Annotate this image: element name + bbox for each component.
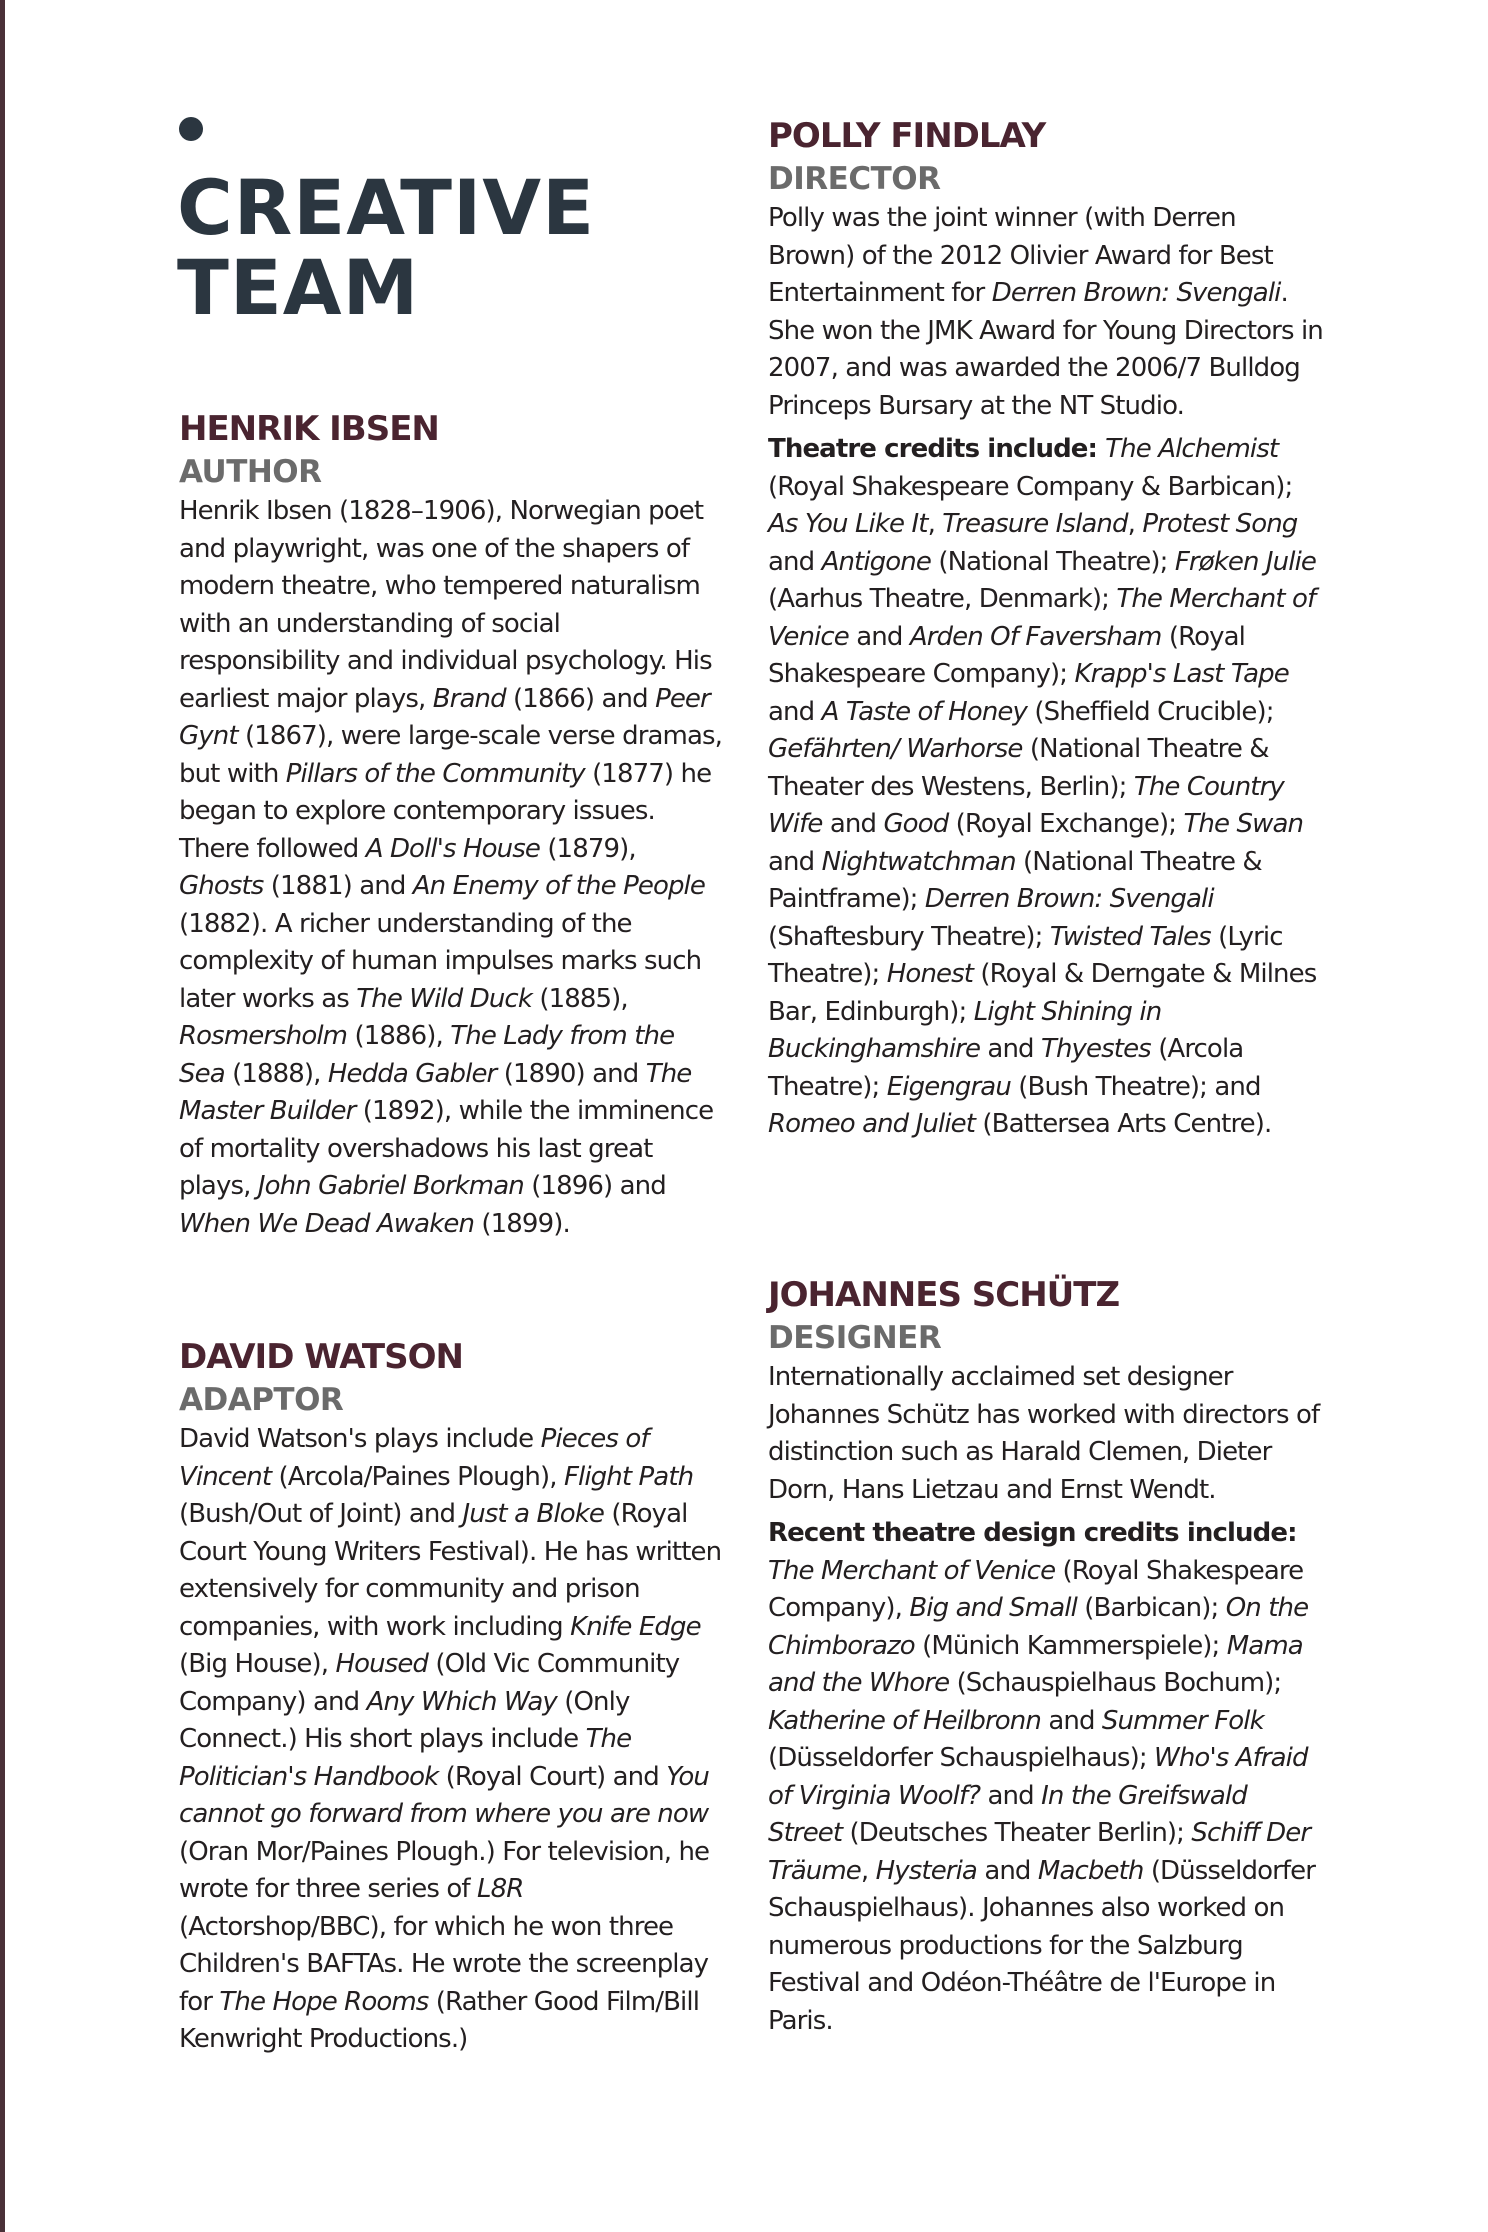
text-run: (Royal Court) and: [438, 1761, 667, 1792]
work-title: Derren Brown: Svengali: [991, 278, 1281, 308]
work-title: Big and Small: [909, 1593, 1077, 1623]
text-run: (1867), were large-scale verse dramas, but with: [179, 721, 723, 789]
work-title: Romeo and Juliet: [768, 1109, 976, 1139]
text-run: (Royal & Derngate & Milnes Bar, Edinburgh);: [768, 959, 1317, 1027]
text-run: (1888),: [224, 1058, 328, 1089]
work-title: Brand: [432, 683, 506, 714]
person-role: AUTHOR: [179, 454, 322, 490]
text-run: (Shaftesbury Theatre);: [768, 921, 1050, 952]
bio-polly-findlay: [768, 114, 1328, 1150]
text-run: (Royal Court Young Writers Festival). He has written extensively for community and prison companies, with work including: [179, 1499, 722, 1642]
work-title: The Country Wife: [768, 771, 1284, 839]
person-name: HENRIK IBSEN: [179, 409, 439, 449]
work-title: Macbeth: [1037, 1855, 1144, 1886]
text-run: (Schauspielhaus Bochum);: [949, 1668, 1282, 1698]
text-run: (1892), while the imminence of mortality overshadows his last great plays,: [179, 1096, 714, 1201]
text-run: (1885),: [531, 983, 628, 1014]
text-run: (Royal Shakespeare Company);: [768, 621, 1245, 689]
page-title: [177, 163, 595, 332]
work-title: Rosmersholm: [179, 1021, 348, 1051]
text-run: (Sheffield Crucible);: [1026, 696, 1274, 727]
work-title: Antigone: [821, 546, 931, 577]
work-title: The Hope Rooms: [219, 1986, 429, 2017]
work-title: When We Dead Awaken: [179, 1208, 475, 1239]
credits-paragraph: [768, 1515, 1328, 2040]
work-title: Ghosts: [179, 871, 264, 901]
work-title: Good: [883, 809, 949, 839]
text-run: (1879),: [539, 833, 636, 864]
text-run: (Royal Shakespeare Company),: [768, 1555, 1304, 1623]
bio-paragraph: [768, 200, 1328, 425]
work-title: Flight Path: [563, 1461, 694, 1492]
work-title: Summer Folk: [1101, 1705, 1264, 1736]
text-run: Internationally acclaimed set designer Johannes Schütz has worked with directors of distinction such as Harald Clemen, Dieter Dorn, Hans Lietzau and Ernst Wendt.: [768, 1362, 1320, 1505]
bio-paragraph: [179, 493, 724, 1243]
text-run: ,: [860, 1855, 876, 1886]
work-title: The Politician's Handbook: [179, 1724, 632, 1792]
work-title: The Merchant of Venice: [768, 1555, 1056, 1586]
text-run: (Big House),: [179, 1649, 336, 1679]
text-run: and: [822, 809, 884, 839]
text-run: (Battersea Arts Centre).: [975, 1109, 1272, 1139]
bio-david-watson: [179, 1335, 724, 2065]
person-name: JOHANNES SCHÜTZ: [768, 1275, 1120, 1315]
text-run: Polly was the joint winner (with Derren Brown) of the 2012 Olivier Award for Best Entertainment for: [768, 203, 1273, 308]
work-title: Twisted Tales: [1049, 921, 1211, 952]
text-run: (National Theatre & Paintframe);: [768, 846, 1262, 914]
bio-paragraph: [179, 1421, 724, 2059]
work-title: Pillars of the Community: [285, 758, 585, 789]
person-name: DAVID WATSON: [179, 1337, 463, 1377]
text-run: and: [1040, 1705, 1102, 1736]
text-run: David Watson's plays include: [179, 1424, 541, 1454]
text-run: (Münich Kammerspiele);: [914, 1630, 1227, 1661]
text-run: (Barbican);: [1076, 1593, 1226, 1623]
text-run: (1882). A richer understanding of the complexity of human impulses marks such later works as: [179, 908, 702, 1014]
text-run: and: [768, 846, 822, 877]
work-title: Knife Edge: [570, 1611, 701, 1642]
work-title: An Enemy of the People: [412, 871, 705, 901]
text-run: (Deutsches Theater Berlin);: [842, 1818, 1192, 1848]
text-run: and: [768, 546, 822, 577]
work-title: The Wild Duck: [356, 983, 532, 1014]
work-title: L8R: [477, 1874, 524, 1904]
work-title: Honest: [886, 959, 974, 989]
work-title: Frøken Julie: [1174, 546, 1316, 577]
work-title: On the Chimborazo: [768, 1593, 1309, 1661]
person-role: DESIGNER: [768, 1320, 942, 1356]
text-run: (Actorshop/BBC), for which he won three Children's BAFTAs. He wrote the screenplay for: [179, 1911, 709, 2017]
work-title: You cannot go forward from where you are now: [179, 1761, 709, 1829]
text-run: (1877) he began to explore contemporary issues. There followed: [179, 758, 712, 864]
work-title: John Gabriel Borkman: [257, 1171, 524, 1201]
work-title: Hedda Gabler: [327, 1058, 497, 1089]
bold-lead-text: Recent theatre design credits include:: [768, 1518, 1297, 1548]
text-run: (Royal Shakespeare Company & Barbican);: [768, 471, 1293, 502]
work-title: The Master Builder: [179, 1058, 692, 1126]
work-title: As You Like It: [768, 509, 928, 539]
text-run: and: [848, 621, 910, 652]
work-title: Mama and the Whore: [768, 1630, 1303, 1698]
work-title: Pieces of Vincent: [179, 1424, 649, 1492]
page-title-line2: TEAM: [177, 243, 420, 332]
text-run: (National Theatre & Theater des Westens, Berlin);: [768, 734, 1269, 802]
text-run: (1899).: [474, 1208, 570, 1239]
work-title: Housed: [335, 1649, 429, 1679]
work-title: Nightwatchman: [821, 846, 1016, 877]
text-run: and: [768, 696, 822, 727]
text-run: (Düsseldorfer Schauspielhaus);: [768, 1743, 1155, 1773]
person-role: ADAPTOR: [179, 1382, 344, 1418]
text-run: Henrik Ibsen (1828–1906), Norwegian poet and playwright, was one of the shapers of modern theatre, who tempered naturalism with an understanding of social responsibility and individual psychology. His earliest major plays,: [179, 496, 712, 714]
work-title: A Taste of Honey: [821, 696, 1027, 727]
text-run: (Oran Mor/Paines Plough.) For television, he wrote for three series of: [179, 1836, 710, 1904]
text-run: (1896) and: [523, 1171, 666, 1201]
work-title: Thyestes: [1041, 1034, 1151, 1064]
text-run: . She won the JMK Award for Young Directors in 2007, and was awarded the 2006/7 Bulldog Princeps Bursary at the NT Studio.: [768, 278, 1323, 421]
work-title: Derren Brown: Svengali: [924, 884, 1214, 914]
person-name: POLLY FINDLAY: [768, 116, 1046, 156]
text-run: ,: [1127, 509, 1143, 539]
text-run: (Arcola Theatre);: [768, 1034, 1244, 1102]
text-run: (1881) and: [263, 871, 413, 901]
work-title: Eigengrau: [886, 1071, 1011, 1102]
bullet-dot: [179, 117, 203, 141]
text-run: and: [980, 1780, 1042, 1811]
work-title: Hysteria: [875, 1855, 977, 1886]
text-run: and: [976, 1855, 1038, 1886]
work-title: The Swan: [1183, 809, 1304, 839]
bio-henrik-ibsen: [179, 407, 724, 1249]
bio-paragraph: [768, 1359, 1328, 1509]
text-run: (Bush/Out of Joint) and: [179, 1499, 463, 1529]
work-title: Light Shining in Buckinghamshire: [768, 996, 1162, 1064]
text-run: (National Theatre);: [930, 546, 1175, 577]
text-run: (Rather Good Film/Bill Kenwright Productions.): [179, 1986, 700, 2054]
work-title: The Alchemist: [1105, 434, 1279, 464]
bio-johannes-schutz: [768, 1273, 1328, 2046]
text-run: (Aarhus Theatre, Denmark);: [768, 584, 1117, 614]
text-run: (Bush Theatre); and: [1010, 1071, 1261, 1102]
text-run: (1866) and: [505, 683, 656, 714]
work-title: Katherine of Heilbronn: [768, 1705, 1041, 1736]
work-title: Krapp's Last Tape: [1074, 659, 1289, 689]
text-run: (1886),: [347, 1021, 451, 1051]
text-run: (Royal Exchange);: [948, 809, 1184, 839]
work-title: Protest Song: [1142, 509, 1298, 539]
text-run: (1890) and: [496, 1058, 646, 1089]
work-title: The Lady from the Sea: [179, 1021, 675, 1089]
credits-paragraph: [768, 431, 1328, 1144]
text-run: ,: [927, 509, 943, 539]
text-run: and: [980, 1034, 1041, 1064]
bold-lead-text: Theatre credits include:: [768, 434, 1106, 464]
text-run: (Only Connect.) His short plays include: [179, 1686, 630, 1754]
work-title: In the Greifswald Street: [768, 1780, 1247, 1848]
work-title: Treasure Island: [942, 509, 1128, 539]
work-title: Any Which Way: [366, 1686, 557, 1717]
text-run: (Lyric Theatre);: [768, 921, 1283, 989]
work-title: Who's Afraid of Virginia Woolf?: [768, 1743, 1308, 1811]
person-role: DIRECTOR: [768, 161, 941, 197]
work-title: Gefährten/ Warhorse: [768, 734, 1023, 764]
work-title: Peer Gynt: [179, 683, 710, 751]
text-run: (Arcola/Paines Plough),: [271, 1461, 564, 1492]
page-title-line1: CREATIVE: [177, 163, 595, 252]
text-run: (Old Vic Community Company) and: [179, 1649, 680, 1717]
work-title: A Doll's House: [365, 833, 540, 864]
work-title: Arden Of Faversham: [909, 621, 1162, 652]
page-edge-rule: [0, 0, 5, 2232]
work-title: Schiff Der Träume: [768, 1818, 1311, 1886]
text-run: (Düsseldorfer Schauspielhaus). Johannes also worked on numerous productions for the Salzburg Festival and Odéon-Théâtre de l'Europe in Paris.: [768, 1855, 1316, 2036]
work-title: The Merchant of Venice: [768, 584, 1316, 652]
work-title: Just a Bloke: [462, 1499, 605, 1529]
